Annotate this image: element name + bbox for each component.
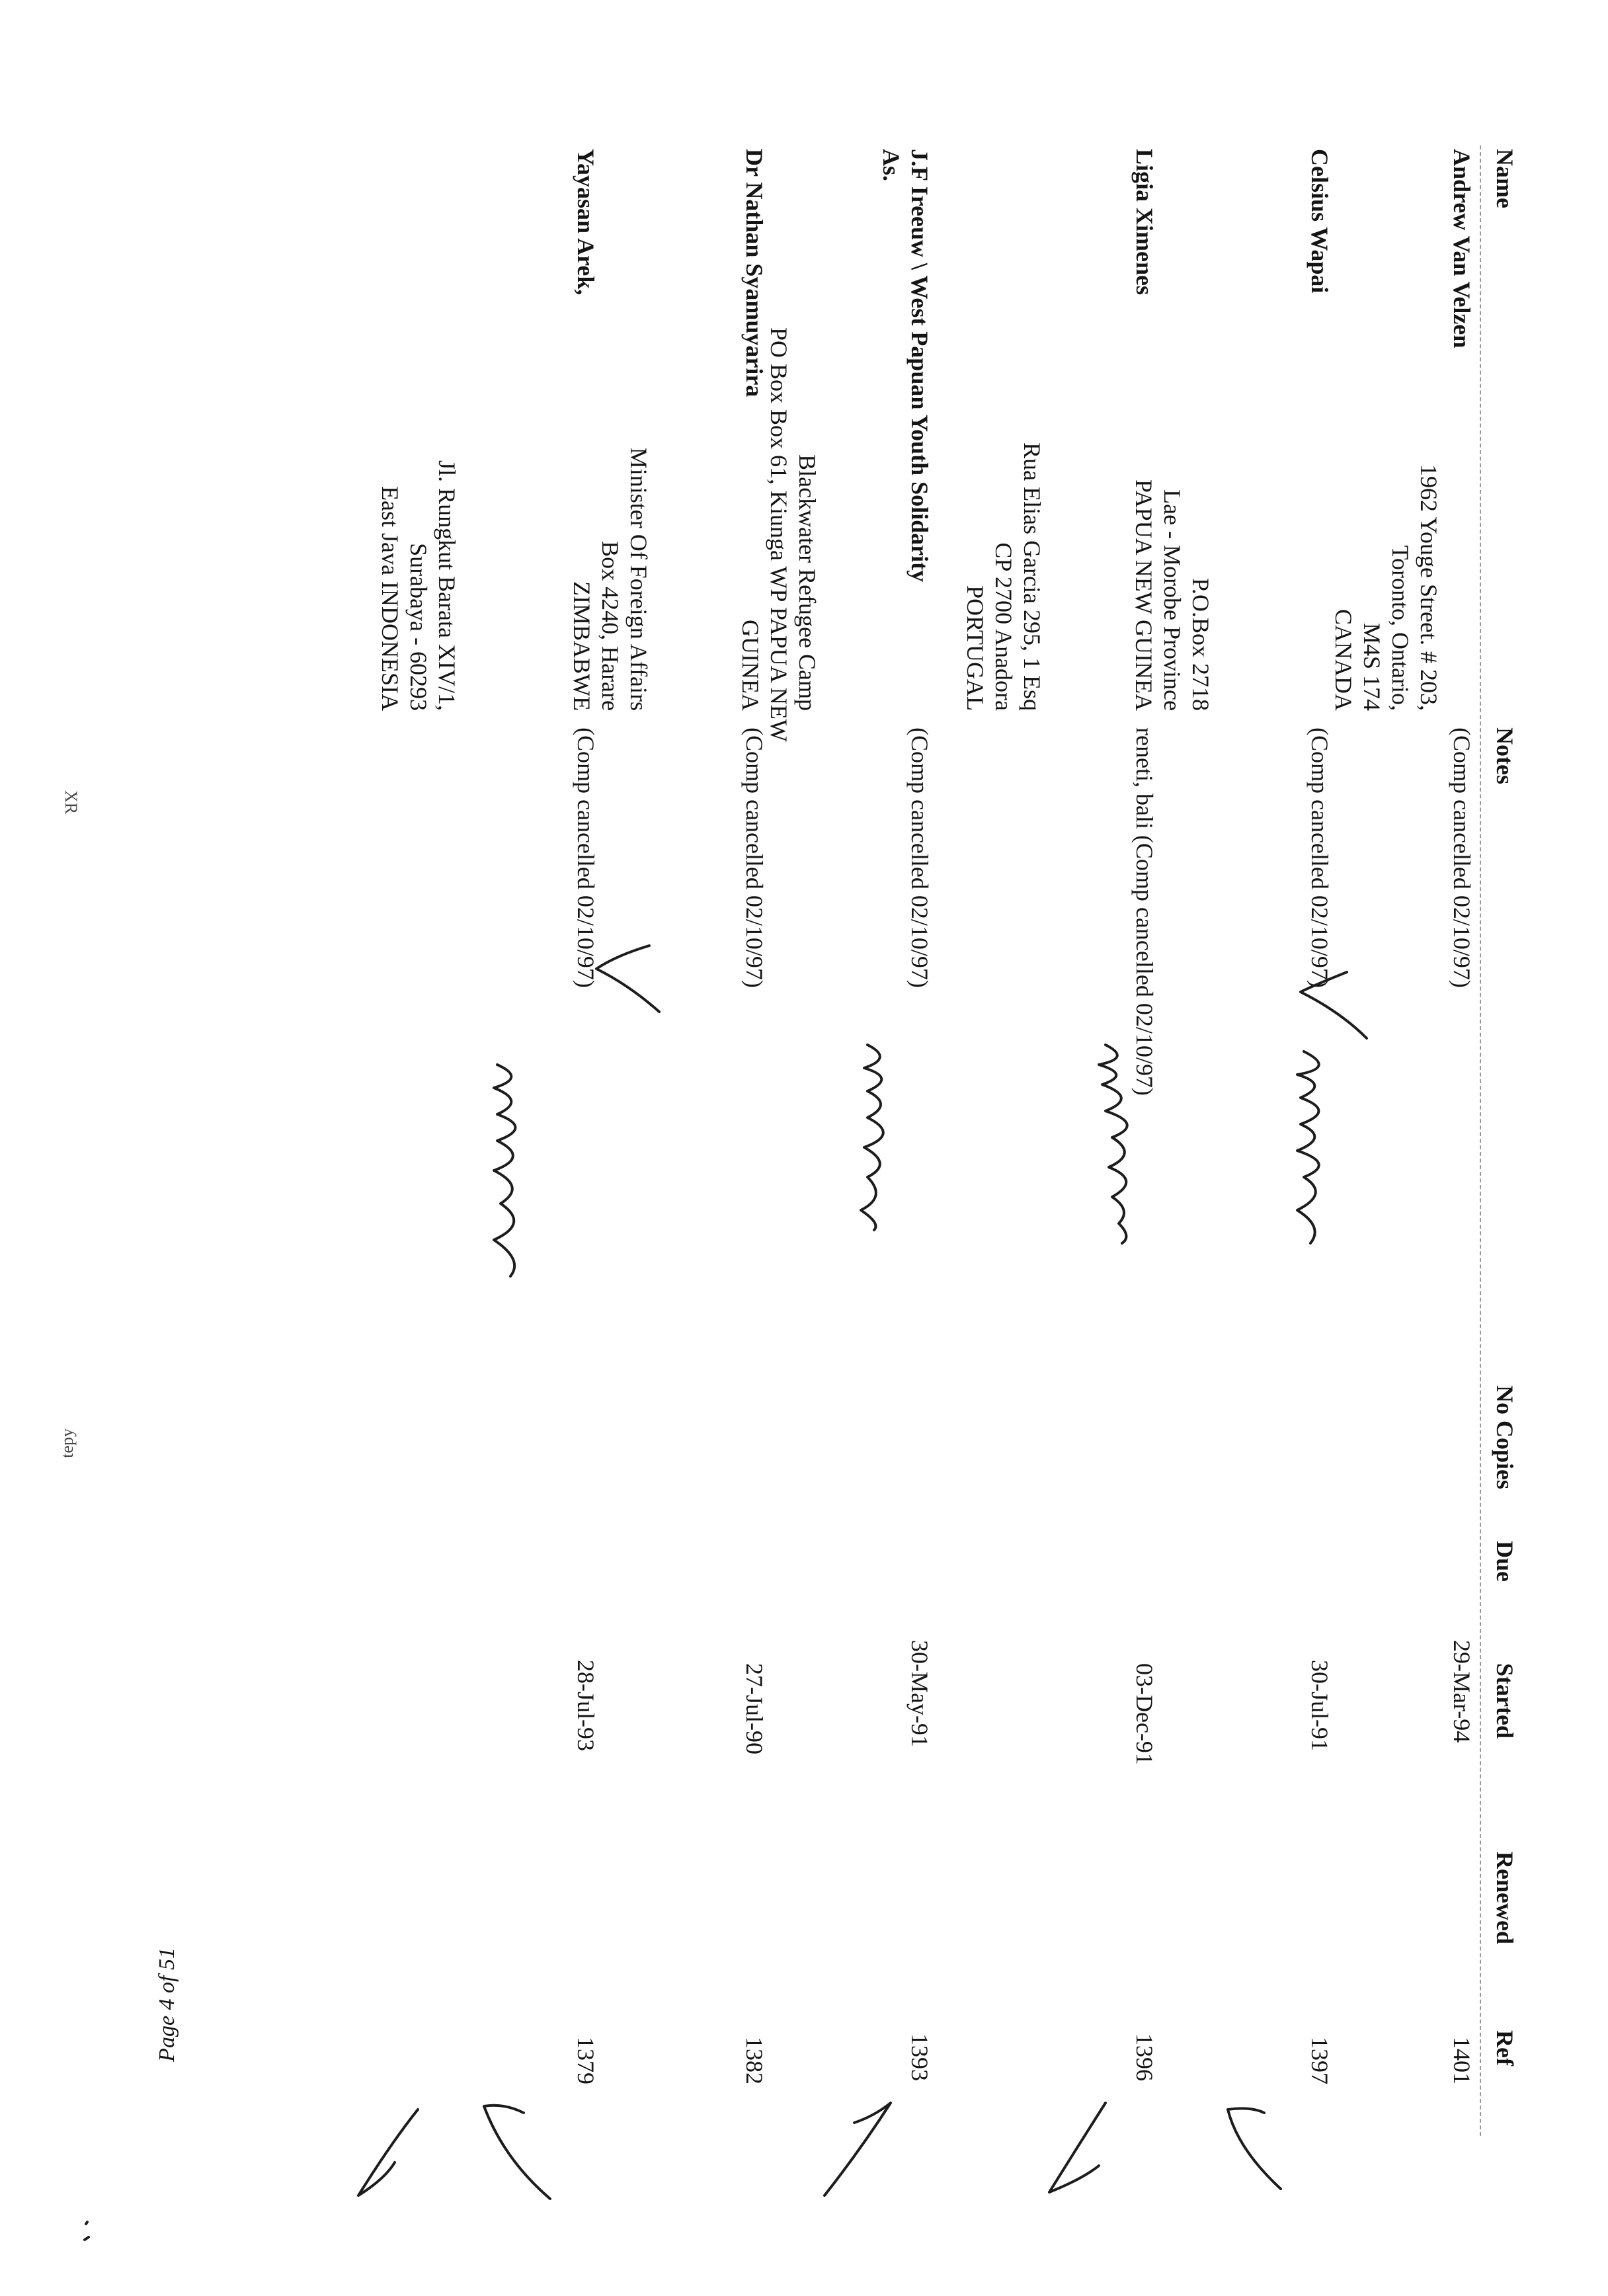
row-address: Blackwater Refugee Camp PO Box Box 61, Kiunga WP PAPUA NEW GUINEA bbox=[737, 327, 821, 742]
signature-icon bbox=[451, 1058, 550, 1283]
row-name-continued: As. bbox=[878, 149, 904, 182]
row-address: P.O.Box 2718 Lae - Morobe Province PAPUA NEW GUINEA bbox=[1131, 479, 1214, 711]
row-name: Ligia Ximenes bbox=[1131, 149, 1158, 295]
row-address: 1962 Youge Street. # 203, Toronto, Ontario, M4S 174 CANADA bbox=[1330, 464, 1442, 711]
header-rule bbox=[1480, 145, 1481, 2136]
checkmark-icon bbox=[1294, 965, 1373, 1045]
row-address: Jl. Rungkut Barata XIV/1, Surabaya - 60293 East Java INDONESIA bbox=[377, 460, 460, 711]
signature-icon bbox=[1066, 1038, 1158, 1250]
checkmark-icon bbox=[590, 939, 669, 1018]
header-notes: Notes bbox=[1492, 727, 1518, 784]
row-notes: (Comp cancelled 02/10/97) bbox=[1306, 727, 1333, 988]
header-due: Due bbox=[1492, 1541, 1518, 1582]
header-ref: Ref bbox=[1492, 2030, 1518, 2066]
row-notes: (Comp cancelled 02/10/97) bbox=[573, 727, 599, 988]
checkmark-icon bbox=[471, 2100, 563, 2205]
row-name: Yayasan Arek, bbox=[573, 149, 599, 296]
row-started: 30-Jul-91 bbox=[1306, 1660, 1333, 1751]
row-ref: 1379 bbox=[573, 2037, 599, 2084]
row-ref: 1401 bbox=[1449, 2037, 1475, 2084]
header-no-copies: No Copies bbox=[1492, 1385, 1518, 1490]
checkmark-icon bbox=[815, 2096, 901, 2202]
header-started: Started bbox=[1492, 1663, 1518, 1739]
checkmark-icon bbox=[345, 2103, 431, 2202]
row-name: Dr Nathan Syamuyarira bbox=[741, 149, 768, 397]
scan-mark-top-right: tepy bbox=[58, 1428, 77, 1458]
row-started: 03-Dec-91 bbox=[1131, 1663, 1158, 1765]
scan-dot-icon bbox=[81, 2219, 94, 2245]
row-started: 27-Jul-90 bbox=[741, 1663, 768, 1754]
row-name: Celsius Wapai bbox=[1306, 149, 1333, 294]
row-ref: 1397 bbox=[1306, 2037, 1333, 2084]
row-address: Rua Elias Garcia 295, 1 Esq CP 2700 Anadora PORTUGAL bbox=[962, 442, 1045, 711]
checkmark-icon bbox=[1218, 2103, 1291, 2195]
row-ref: 1393 bbox=[906, 2033, 933, 2081]
row-ref: 1396 bbox=[1131, 2033, 1158, 2081]
header-name: Name bbox=[1492, 149, 1518, 208]
row-ref: 1382 bbox=[741, 2037, 768, 2084]
page-number: Page 4 of 51 bbox=[155, 1948, 179, 2062]
row-notes: (Comp cancelled 02/10/97) bbox=[906, 727, 933, 988]
row-started: 28-Jul-93 bbox=[573, 1660, 599, 1751]
row-started: 30-May-91 bbox=[906, 1640, 933, 1747]
row-notes: (Comp cancelled 02/10/97) bbox=[741, 727, 768, 988]
row-started: 29-Mar-94 bbox=[1449, 1640, 1475, 1743]
checkmark-icon bbox=[1036, 2100, 1122, 2199]
row-address: Minister Of Foreign Affairs Box 4240, Harare ZIMBABWE bbox=[569, 447, 652, 711]
scan-mark-top-left: XR bbox=[61, 790, 81, 815]
row-notes: reneti, bali (Comp cancelled 02/10/97) bbox=[1131, 727, 1158, 1096]
signature-icon bbox=[821, 1038, 914, 1237]
header-renewed: Renewed bbox=[1492, 1852, 1518, 1944]
signature-icon bbox=[1251, 1045, 1350, 1256]
row-name: Andrew Van Velzen bbox=[1449, 149, 1475, 348]
row-name: J.F Ireeuw \ West Papuan Youth Solidarity bbox=[906, 149, 933, 583]
row-notes: (Comp cancelled 02/10/97) bbox=[1449, 727, 1475, 988]
